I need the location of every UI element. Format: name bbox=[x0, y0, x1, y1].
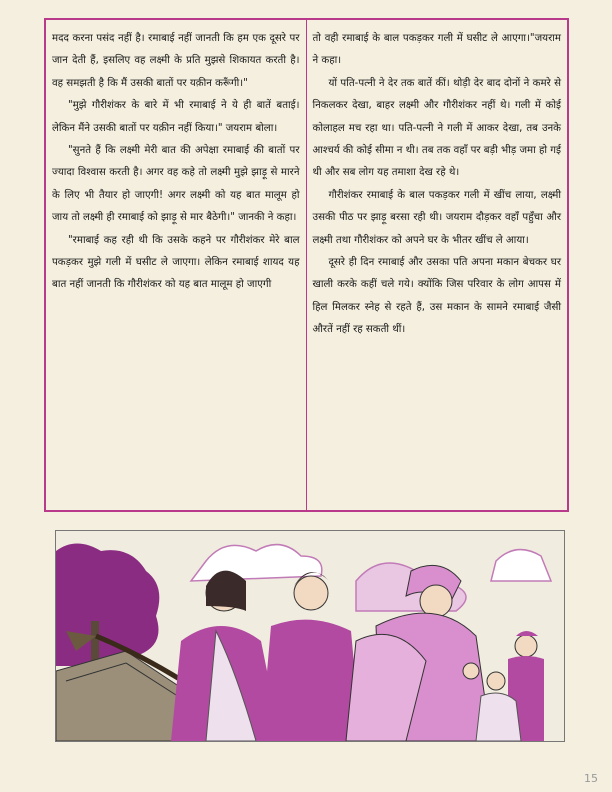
story-text-panel bbox=[44, 18, 569, 512]
paragraph: यों पति-पत्नी ने देर तक बातें कीं। थोड़ी देर बाद दोनों ने कमरे से निकलकर देखा, बाहर लक्ष्मी और गौरीशंकर नहीं थे। गली में कोई कोलाहल मच रहा था। पति-पत्नी ने गली में आकर देखा, तब उनके आश्चर्य की कोई सीमा न थी। तब तक वहाँ पर बड़ी भीड़ जमा हो गई थी और सब लोग यह तमाशा देख रहे थे। bbox=[312, 77, 561, 179]
paragraph: "रमाबाई कह रही थी कि उसके कहने पर गौरीशंकर मेरे बाल पकड़कर मुझे गली में घसीट ले जाएगा। लेकिन रमाबाई शायद यह बात नहीं जानती कि गौरीशंकर को यह बात मालूम हो जाएगी bbox=[52, 234, 300, 291]
right-text-column bbox=[307, 20, 568, 510]
illustration-drawing bbox=[56, 531, 564, 741]
paragraph: गौरीशंकर रमाबाई के बाल पकड़कर गली में खींच लाया, लक्ष्मी उसकी पीठ पर झाड़ू बरसा रही थी। जयराम दौड़कर वहाँ पहुँचा और लक्ष्मी तथा गौरीशंकर को अपने घर के भीतर खींच ले आया। bbox=[312, 189, 561, 246]
story-illustration bbox=[55, 530, 565, 742]
paragraph: "सुनते हैं कि लक्ष्मी मेरी बात की अपेक्षा रमाबाई की बातों पर ज्यादा विश्वास करती है। अगर वह कहे तो लक्ष्मी मुझे झाड़ू से मारने के लिए भी तैयार हो जाएगी! अगर लक्ष्मी को यह बात मालूम हो जाय तो लक्ष्मी ही रमाबाई को झाड़ू से मार बैठेगी।" जानकी ने कहा। bbox=[52, 145, 300, 224]
paragraph: "मुझे गौरीशंकर के बारे में भी रमाबाई ने ये ही बातें बताई। लेकिन मैंने उसकी बातों पर यक़ीन नहीं किया।" जयराम बोला। bbox=[52, 100, 300, 134]
paragraph: दूसरे ही दिन रमाबाई और उसका पति अपना मकान बेचकर घर खाली करके कहीं चले गये। क्योंकि जिस परिवार के लोग आपस में हिल मिलकर स्नेह से रहते हैं, उस मकान के सामने रमाबाई जैसी औरतें नहीं रह सकती थीं। bbox=[312, 257, 561, 336]
page-number: 15 bbox=[584, 772, 598, 785]
paragraph: मदद करना पसंद नहीं है। रमाबाई नहीं जानती कि हम एक दूसरे पर जान देती हैं, इसलिए वह लक्ष्मी के प्रति मुझसे शिकायत करती है। वह समझती है कि मैं उसकी बातों पर यक़ीन करूँगी।" bbox=[52, 33, 300, 89]
paragraph: तो वही रमाबाई के बाल पकड़कर गली में घसीट ले आएगा।"जयराम ने कहा। bbox=[312, 33, 561, 67]
left-text-column bbox=[46, 20, 307, 510]
